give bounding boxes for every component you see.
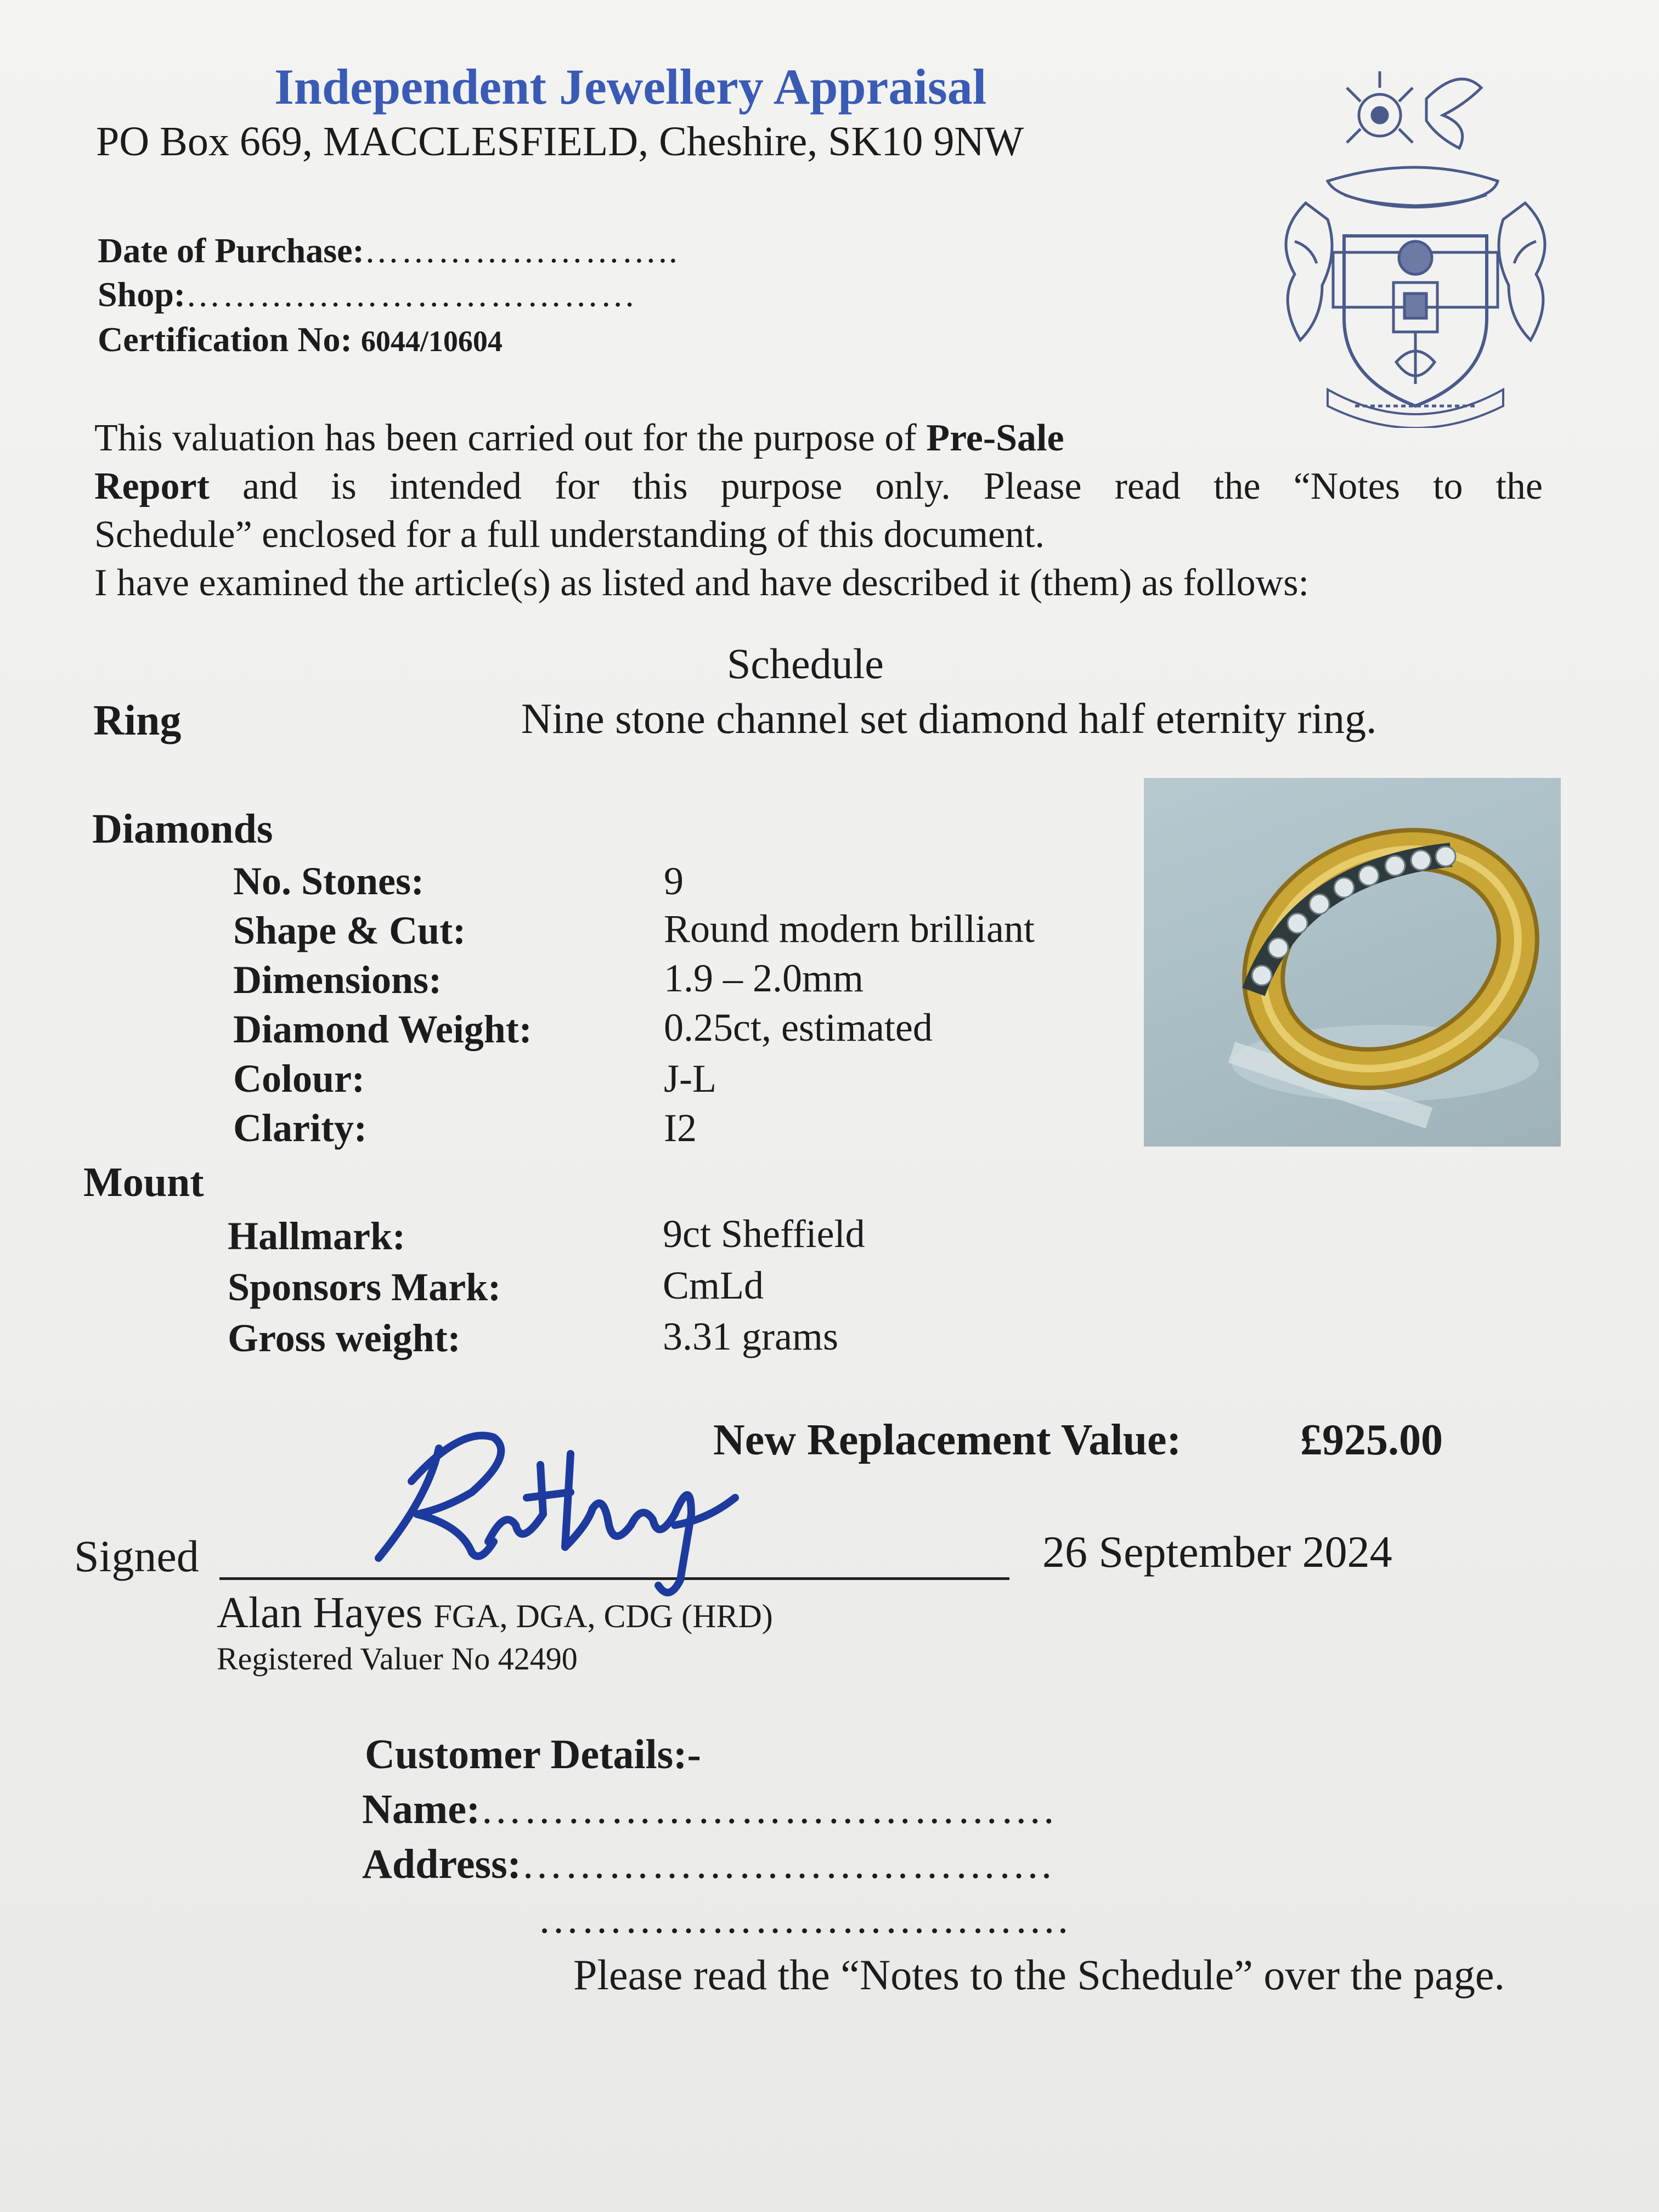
spec-label: Dimensions: bbox=[233, 958, 442, 1002]
spec-label: Colour: bbox=[233, 1057, 365, 1101]
coat-of-arms-icon bbox=[1262, 55, 1569, 428]
customer-address-dots: ………………………………. bbox=[521, 1841, 1053, 1887]
intro-line-4: I have examined the article(s) as listed and have described it (them) as follows: bbox=[94, 562, 1309, 604]
company-address: PO Box 669, MACCLESFIELD, Cheshire, SK10 9NW bbox=[96, 119, 1024, 165]
mount-label: Gross weight: bbox=[228, 1316, 461, 1360]
schedule-heading: Schedule bbox=[727, 640, 884, 687]
mount-heading: Mount bbox=[83, 1159, 204, 1205]
customer-address-line2: ………………………………. bbox=[538, 1896, 1070, 1942]
mount-label: Sponsors Mark: bbox=[228, 1265, 501, 1309]
intro-paragraph bbox=[94, 414, 1543, 607]
mount-value: 9ct Sheffield bbox=[663, 1212, 865, 1256]
handwritten-signature bbox=[351, 1415, 746, 1602]
spec-label: Shape & Cut: bbox=[233, 909, 466, 952]
spec-value: Round modern brilliant bbox=[664, 907, 1035, 951]
intro-line-1: This valuation has been carried out for the purpose of Pre-Sale bbox=[94, 417, 1064, 459]
spec-value: I2 bbox=[664, 1106, 697, 1150]
customer-details-heading: Customer Details:- bbox=[365, 1731, 701, 1778]
item-description: Nine stone channel set diamond half eternity ring. bbox=[521, 695, 1377, 742]
date-of-purchase-value: …………………….. bbox=[364, 231, 679, 270]
ring-photo-icon bbox=[1144, 778, 1561, 1147]
spec-value: J-L bbox=[664, 1057, 716, 1101]
spec-label: Diamond Weight: bbox=[233, 1007, 532, 1051]
shop-field bbox=[98, 274, 637, 315]
date-of-purchase-label: Date of Purchase: bbox=[98, 231, 364, 270]
certification-number: 6044/10604 bbox=[360, 325, 503, 358]
replacement-value-amount: £925.00 bbox=[1300, 1416, 1443, 1464]
customer-address-field bbox=[362, 1841, 1053, 1888]
spec-label: No. Stones: bbox=[233, 859, 425, 903]
valuer-registration: Registered Valuer No 42490 bbox=[217, 1641, 578, 1677]
spec-value: 0.25ct, estimated bbox=[664, 1006, 933, 1049]
signature-date: 26 September 2024 bbox=[1042, 1527, 1392, 1577]
spec-value: 9 bbox=[664, 859, 684, 903]
valuer-name bbox=[217, 1588, 773, 1638]
spec-label: Clarity: bbox=[233, 1106, 367, 1150]
footer-note: Please read the “Notes to the Schedule” over the page. bbox=[573, 1951, 1505, 1999]
customer-name-dots: …………………………………. bbox=[480, 1786, 1056, 1832]
item-label: Ring bbox=[93, 696, 182, 744]
date-of-purchase-field bbox=[98, 230, 679, 271]
shop-label: Shop: bbox=[98, 275, 186, 314]
replacement-value-label: New Replacement Value: bbox=[713, 1416, 1182, 1464]
shop-value: ……….……………………… bbox=[185, 275, 637, 314]
certification-field bbox=[98, 319, 503, 360]
signed-label: Signed bbox=[74, 1531, 199, 1581]
customer-name-field bbox=[362, 1786, 1056, 1833]
mount-value: 3.31 grams bbox=[663, 1314, 838, 1358]
intro-line-2: Report and is intended for this purpose only. Please read the “Notes to the bbox=[94, 465, 1543, 507]
document-title: Independent Jewellery Appraisal bbox=[274, 59, 987, 115]
mount-label: Hallmark: bbox=[228, 1214, 405, 1258]
customer-name-label: Name: bbox=[362, 1786, 481, 1832]
valuer-name-text: Alan Hayes bbox=[217, 1589, 423, 1637]
intro-line-3: Schedule” enclosed for a full understanding of this document. bbox=[94, 514, 1045, 556]
mount-value: CmLd bbox=[663, 1263, 764, 1307]
diamonds-heading: Diamonds bbox=[92, 806, 273, 852]
valuer-qualifications: FGA, DGA, CDG (HRD) bbox=[433, 1598, 773, 1634]
spec-value: 1.9 – 2.0mm bbox=[664, 956, 864, 1000]
ring-photo bbox=[1144, 778, 1561, 1147]
customer-address-label: Address: bbox=[362, 1841, 521, 1887]
certification-label: Certification No: bbox=[98, 320, 352, 359]
